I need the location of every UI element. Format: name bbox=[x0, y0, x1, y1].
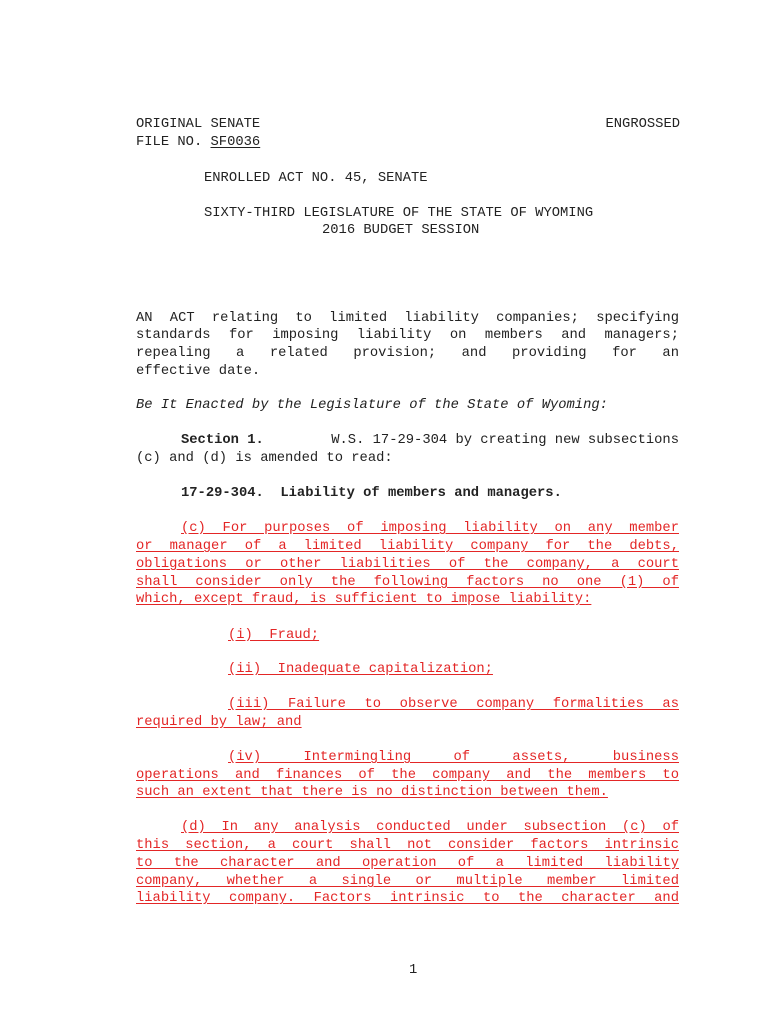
subsection-d-line-3: to the character and operation of a limited liability bbox=[136, 856, 679, 871]
item-iii-line-2: required by law; and bbox=[136, 715, 302, 730]
enacting-clause: Be It Enacted by the Legislature of the State of Wyoming: bbox=[136, 398, 608, 413]
section-1-text-1: W.S. 17-29-304 by creating new subsections bbox=[331, 433, 679, 448]
act-title-line-3: repealing a related provision; and providing for an bbox=[136, 346, 679, 361]
section-1-label: Section 1. bbox=[181, 433, 264, 448]
section-1-line-2: (c) and (d) is amended to read: bbox=[136, 451, 393, 466]
item-iv-line-1: (iv) Intermingling of assets, business bbox=[228, 750, 679, 765]
page-number: 1 bbox=[409, 963, 418, 978]
item-iv-line-2: operations and finances of the company and the members to bbox=[136, 768, 679, 783]
session-title: 2016 BUDGET SESSION bbox=[322, 223, 480, 238]
subsection-d-line-4: company, whether a single or multiple member limited bbox=[136, 874, 679, 889]
file-no-value: SF0036 bbox=[210, 135, 261, 150]
item-iv-line-3: such an extent that there is no distinction between them. bbox=[136, 785, 608, 800]
act-title-line-2: standards for imposing liability on members and managers; bbox=[136, 328, 679, 343]
subsection-c-line-4: shall consider only the following factors no one (1) of bbox=[136, 575, 679, 590]
file-no-prefix: FILE NO. bbox=[136, 135, 211, 150]
subsection-d-line-1: (d) In any analysis conducted under subsection (c) of bbox=[181, 820, 679, 835]
statute-heading: 17-29-304. Liability of members and managers. bbox=[181, 486, 562, 501]
subsection-c-line-2: or manager of a limited liability company for the debts, bbox=[136, 539, 679, 554]
section-1-line-1 bbox=[181, 432, 679, 449]
enrolled-act-number: ENROLLED ACT NO. 45, SENATE bbox=[204, 171, 428, 186]
subsection-c-line-3: obligations or other liabilities of the company, a court bbox=[136, 557, 679, 572]
header-file-no bbox=[136, 134, 260, 151]
header-engrossed: ENGROSSED bbox=[605, 117, 680, 132]
item-iii-line-1: (iii) Failure to observe company formalities as bbox=[228, 697, 679, 712]
subsection-c-line-5: which, except fraud, is sufficient to impose liability: bbox=[136, 592, 592, 607]
header-original-senate: ORIGINAL SENATE bbox=[136, 117, 261, 132]
subsection-c-line-1: (c) For purposes of imposing liability on any member bbox=[181, 521, 679, 536]
legislature-title: SIXTY-THIRD LEGISLATURE OF THE STATE OF WYOMING bbox=[204, 206, 594, 221]
item-ii-capitalization: (ii) Inadequate capitalization; bbox=[228, 662, 493, 677]
item-i-fraud: (i) Fraud; bbox=[228, 628, 320, 643]
act-title-line-1: AN ACT relating to limited liability companies; specifying bbox=[136, 311, 679, 326]
subsection-d-line-2: this section, a court shall not consider factors intrinsic bbox=[136, 838, 679, 853]
act-title-line-4: effective date. bbox=[136, 364, 261, 379]
subsection-d-line-5: liability company. Factors intrinsic to the character and bbox=[136, 891, 679, 906]
